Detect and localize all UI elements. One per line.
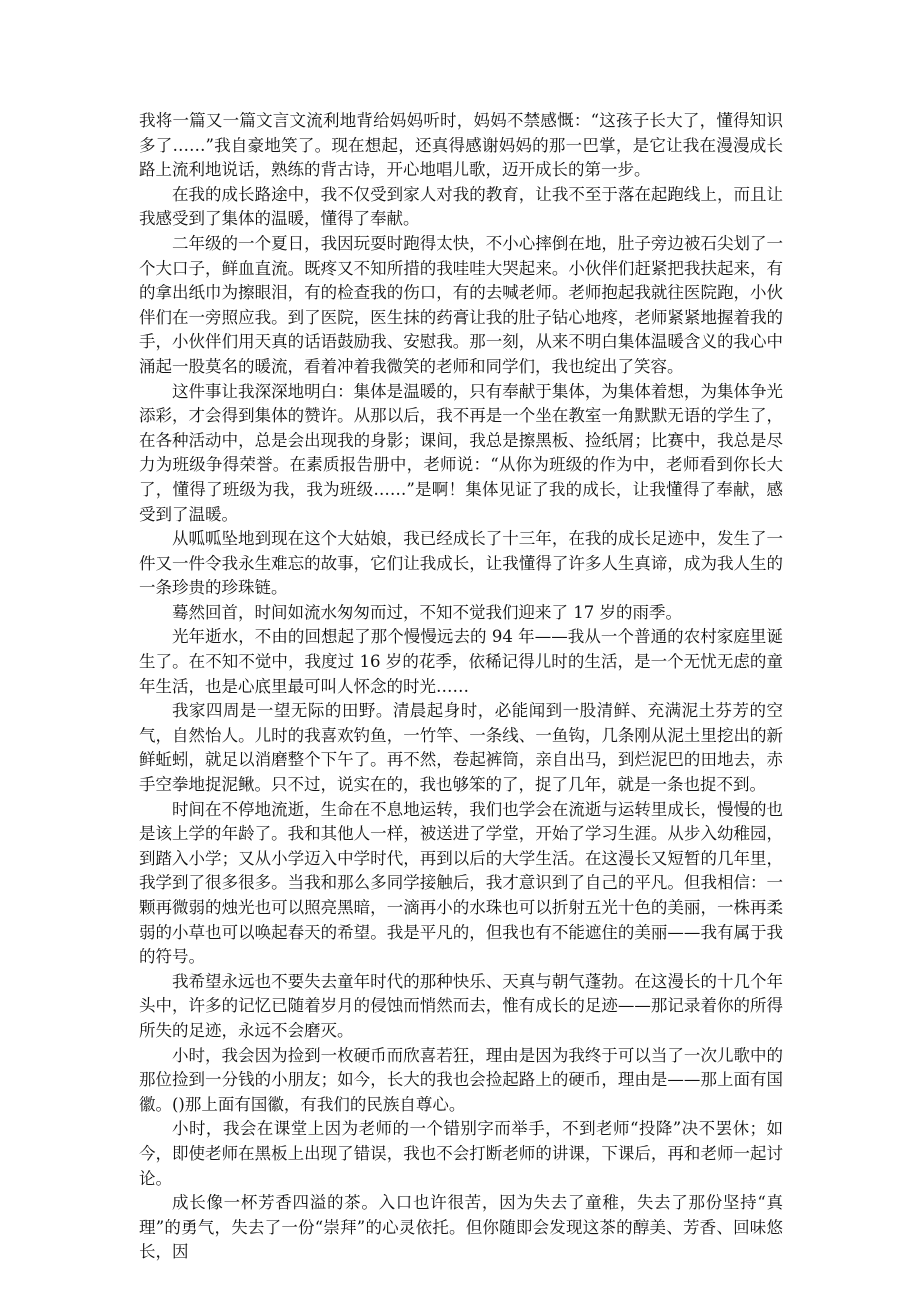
- paragraph-11: 小时，我会因为捡到一枚硬币而欣喜若狂，理由是因为我终于可以当了一次儿歌中的那位捡到一分钱的小朋友；如今，长大的我也会捡起路上的硬币，理由是——那上面有国徽。()那上面有国徽，有我们的民族自尊心。: [139, 1045, 783, 1114]
- paragraph-5: 从呱呱坠地到现在这个大姑娘，我已经成长了十三年，在我的成长足迹中，发生了一件又一件令我永生难忘的故事，它们让我成长，让我懂得了许多人生真谛，成为我人生的一条珍贵的珍珠链。: [139, 529, 783, 598]
- paragraph-1: 我将一篇又一篇文言文流利地背给妈妈听时，妈妈不禁感慨：“这孩子长大了，懂得知识多了……”我自豪地笑了。现在想起，还真得感谢妈妈的那一巴掌，是它让我在漫漫成长路上流利地说话，熟练的背古诗，开心地唱儿歌，迈开成长的第一步。: [139, 111, 783, 180]
- paragraph-13: 成长像一杯芳香四溢的茶。入口也许很苦，因为失去了童稚，失去了那份坚持“真理”的勇气，失去了一份“崇拜”的心灵依托。但你随即会发现这茶的醇美、芳香、回味悠长，因: [139, 1193, 783, 1262]
- paragraph-3: 二年级的一个夏日，我因玩耍时跑得太快，不小心摔倒在地，肚子旁边被石尖划了一个大口子，鲜血直流。既疼又不知所措的我哇哇大哭起来。小伙伴们赶紧把我扶起来，有的拿出纸巾为擦眼泪，有的检查我的伤口，有的去喊老师。老师抱起我就往医院跑，小伙伴们在一旁照应我。到了医院，医生抹的药膏让我的肚子钻心地疼，老师紧紧地握着我的手，小伙伴们用天真的话语鼓励我、安慰我。那一刻，从来不明白集体温暖含义的我心中涌起一股莫名的暖流，看着冲着我微笑的老师和同学们，我也绽出了笑容。: [139, 233, 783, 376]
- paragraph-4: 这件事让我深深地明白：集体是温暖的，只有奉献于集体，为集体着想，为集体争光添彩，才会得到集体的赞许。从那以后，我不再是一个坐在教室一角默默无语的学生了，在各种活动中，总是会出现我的身影；课间，我总是擦黑板、捡纸屑；比赛中，我总是尽力为班级争得荣誉。在素质报告册中，老师说：“从你为班级的作为中，老师看到你长大了，懂得了班级为我，我为班级……”是啊！集体见证了我的成长，让我懂得了奉献，感受到了温暖。: [139, 381, 783, 524]
- paragraph-7: 光年逝水，不由的回想起了那个慢慢远去的 94 年——我从一个普通的农村家庭里诞生了。在不知不觉中，我度过 16 岁的花季，依稀记得儿时的生活，是一个无忧无虑的童年生活，也是心底里最可叫人怀念的时光……: [139, 627, 783, 696]
- paragraph-6: 蓦然回首，时间如流水匆匆而过，不知不觉我们迎来了 17 岁的雨季。: [172, 602, 682, 622]
- paragraph-2: 在我的成长路途中，我不仅受到家人对我的教育，让我不至于落在起跑线上，而且让我感受到了集体的温暖，懂得了奉献。: [139, 184, 783, 229]
- paragraph-12: 小时，我会在课堂上因为老师的一个错别字而举手，不到老师“投降”决不罢休；如今，即使老师在黑板上出现了错误，我也不会打断老师的讲课，下课后，再和老师一起讨论。: [139, 1119, 783, 1188]
- paragraph-8: 我家四周是一望无际的田野。清晨起身时，必能闻到一股清鲜、充满泥土芬芳的空气，自然怡人。儿时的我喜欢钓鱼，一竹竿、一条线、一鱼钩，几条刚从泥土里挖出的新鲜蚯蚓，就足以消磨整个下午了。再不然，卷起裤筒，亲自出马，到烂泥巴的田地去，赤手空拳地捉泥鳅。只不过，说实在的，我也够笨的了，捉了几年，就是一条也捉不到。: [139, 701, 783, 795]
- paragraph-10: 我希望永远也不要失去童年时代的那种快乐、天真与朝气蓬勃。在这漫长的十几个年头中，许多的记忆已随着岁月的侵蚀而悄然而去，惟有成长的足迹——那记录着你的所得所失的足迹，永远不会磨灭。: [139, 971, 783, 1040]
- paragraph-9: 时间在不停地流逝，生命在不息地运转，我们也学会在流逝与运转里成长，慢慢的也是该上学的年龄了。我和其他人一样，被送进了学堂，开始了学习生涯。从步入幼稚园，到踏入小学；又从小学迈入中学时代，再到以后的大学生活。在这漫长又短暂的几年里，我学到了很多很多。当我和那么多同学接触后，我才意识到了自己的平凡。但我相信：一颗再微弱的烛光也可以照亮黑暗，一滴再小的水珠也可以折射五光十色的美丽，一株再柔弱的小草也可以唤起春天的希望。我是平凡的，但我也有不能遮住的美丽——我有属于我的符号。: [139, 799, 783, 967]
